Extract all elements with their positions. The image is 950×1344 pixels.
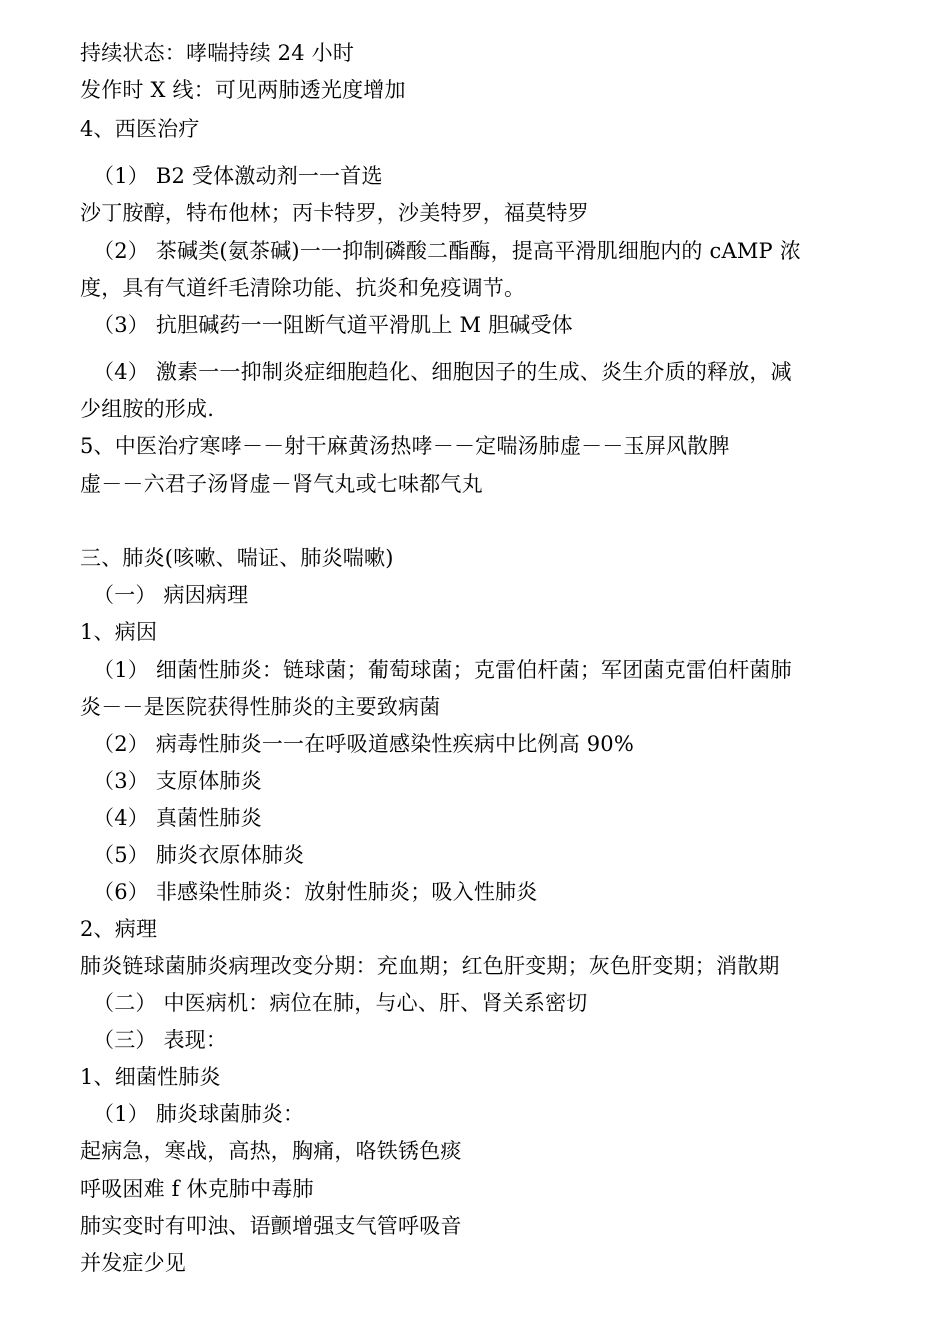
text-line-4: （1） B2 受体激动剂一一首选 [93, 164, 383, 188]
text-line-8: （3） 抗胆碱药一一阻断气道平滑肌上 M 胆碱受体 [93, 313, 573, 337]
text-line-24: 肺炎链球菌肺炎病理改变分期：充血期；红色肝变期；灰色肝变期；消散期 [80, 954, 780, 978]
text-line-5: 沙丁胺醇，特布他林；丙卡特罗，沙美特罗，福莫特罗 [80, 201, 589, 225]
text-line-1: 持续状态：哮喘持续 24 小时 [80, 41, 355, 65]
text-line-2: 发作时 X 线：可见两肺透光度增加 [80, 78, 406, 102]
text-line-29: 起病急，寒战，高热，胸痛，咯铁锈色痰 [80, 1139, 462, 1163]
section-heading-pneumonia: 三、肺炎(咳嗽、喘证、肺炎喘嗽) [80, 546, 394, 570]
text-line-7: 度，具有气道纤毛清除功能、抗炎和免疫调节。 [80, 276, 526, 300]
text-line-9: （4） 激素一一抑制炎症细胞趋化、细胞因子的生成、炎生介质的释放，减 [93, 360, 792, 384]
text-line-21: （5） 肺炎衣原体肺炎 [93, 843, 305, 867]
text-line-12: 虚－－六君子汤肾虚－肾气丸或七味都气丸 [80, 472, 483, 496]
text-line-16: （1） 细菌性肺炎：链球菌；葡萄球菌；克雷伯杆菌；军团菌克雷伯杆菌肺 [93, 658, 792, 682]
text-line-22: （6） 非感染性肺炎：放射性肺炎；吸入性肺炎 [93, 880, 538, 904]
text-line-18: （2） 病毒性肺炎一一在呼吸道感染性疾病中比例高 90% [93, 732, 634, 756]
text-line-6: （2） 茶碱类(氨茶碱)一一抑制磷酸二酯酶，提高平滑肌细胞内的 cAMP 浓 [93, 239, 801, 263]
text-line-25: （二） 中医病机：病位在肺，与心、肝、肾关系密切 [93, 991, 588, 1015]
text-line-10: 少组胺的形成. [80, 397, 215, 421]
text-line-27: 1、细菌性肺炎 [80, 1065, 221, 1089]
text-line-17: 炎－－是医院获得性肺炎的主要致病菌 [80, 695, 441, 719]
text-line-30: 呼吸困难 f 休克肺中毒肺 [80, 1177, 314, 1201]
text-line-26: （三） 表现： [93, 1028, 228, 1052]
text-line-28: （1） 肺炎球菌肺炎： [93, 1102, 305, 1126]
text-line-19: （3） 支原体肺炎 [93, 769, 262, 793]
text-line-32: 并发症少见 [80, 1251, 186, 1275]
text-line-14: （一） 病因病理 [93, 583, 249, 607]
text-line-11: 5、中医治疗寒哮－－射干麻黄汤热哮－－定喘汤肺虚－－玉屏风散脾 [80, 434, 730, 458]
text-line-23: 2、病理 [80, 917, 158, 941]
text-line-31: 肺实变时有叩浊、语颤增强支气管呼吸音 [80, 1214, 462, 1238]
text-line-15: 1、病因 [80, 620, 158, 644]
section-heading-treatment: 4、西医治疗 [80, 117, 200, 141]
text-line-20: （4） 真菌性肺炎 [93, 806, 262, 830]
